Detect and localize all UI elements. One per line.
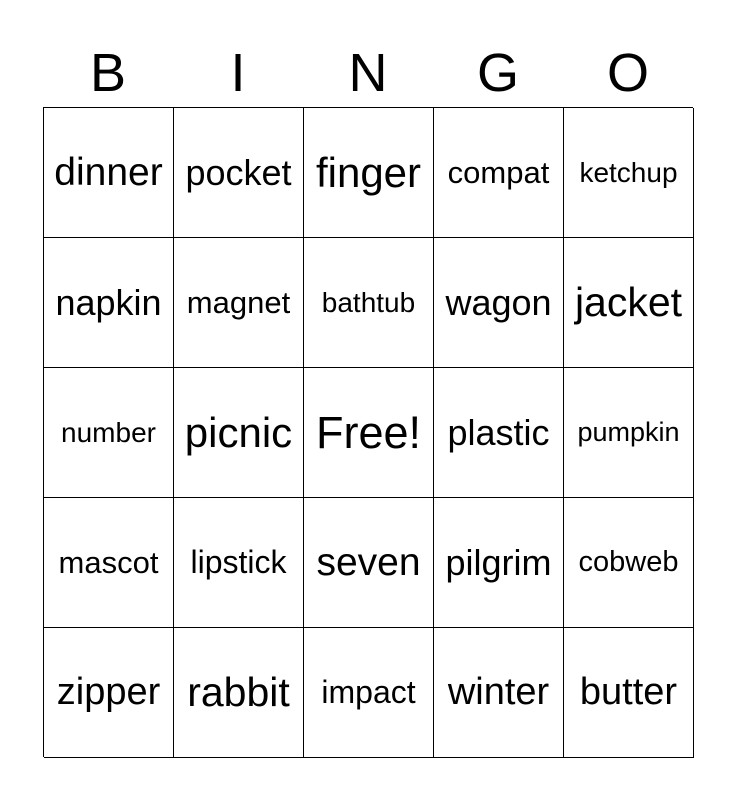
bingo-cell[interactable]: rabbit [174,628,304,758]
bingo-cell[interactable]: picnic [174,368,304,498]
bingo-cell[interactable]: pilgrim [434,498,564,628]
bingo-cell[interactable]: pumpkin [564,368,694,498]
header-letter-n: N [348,43,388,103]
bingo-cell[interactable]: mascot [44,498,174,628]
bingo-cell[interactable]: butter [564,628,694,758]
bingo-cell[interactable]: cobweb [564,498,694,628]
bingo-cell[interactable]: magnet [174,238,304,368]
bingo-cell free-space[interactable]: Free! [304,368,434,498]
bingo-cell[interactable]: wagon [434,238,564,368]
bingo-cell[interactable]: bathtub [304,238,434,368]
bingo-header [43,42,693,104]
bingo-cell[interactable]: number [44,368,174,498]
bingo-card-grid [43,107,693,757]
bingo-cell[interactable]: finger [304,108,434,238]
bingo-cell[interactable]: dinner [44,108,174,238]
bingo-cell[interactable]: lipstick [174,498,304,628]
bingo-cell[interactable]: napkin [44,238,174,368]
header-letter-o: O [606,43,649,103]
bingo-cell[interactable]: plastic [434,368,564,498]
header-letter-g: G [476,43,519,103]
bingo-cell[interactable]: compat [434,108,564,238]
bingo-cell[interactable]: winter [434,628,564,758]
bingo-cell[interactable]: zipper [44,628,174,758]
header-letter-b: B [89,43,127,103]
bingo-cell[interactable]: ketchup [564,108,694,238]
header-letter-i: I [230,43,246,103]
bingo-cell[interactable]: jacket [564,238,694,368]
bingo-cell[interactable]: impact [304,628,434,758]
bingo-cell[interactable]: pocket [174,108,304,238]
bingo-cell[interactable]: seven [304,498,434,628]
